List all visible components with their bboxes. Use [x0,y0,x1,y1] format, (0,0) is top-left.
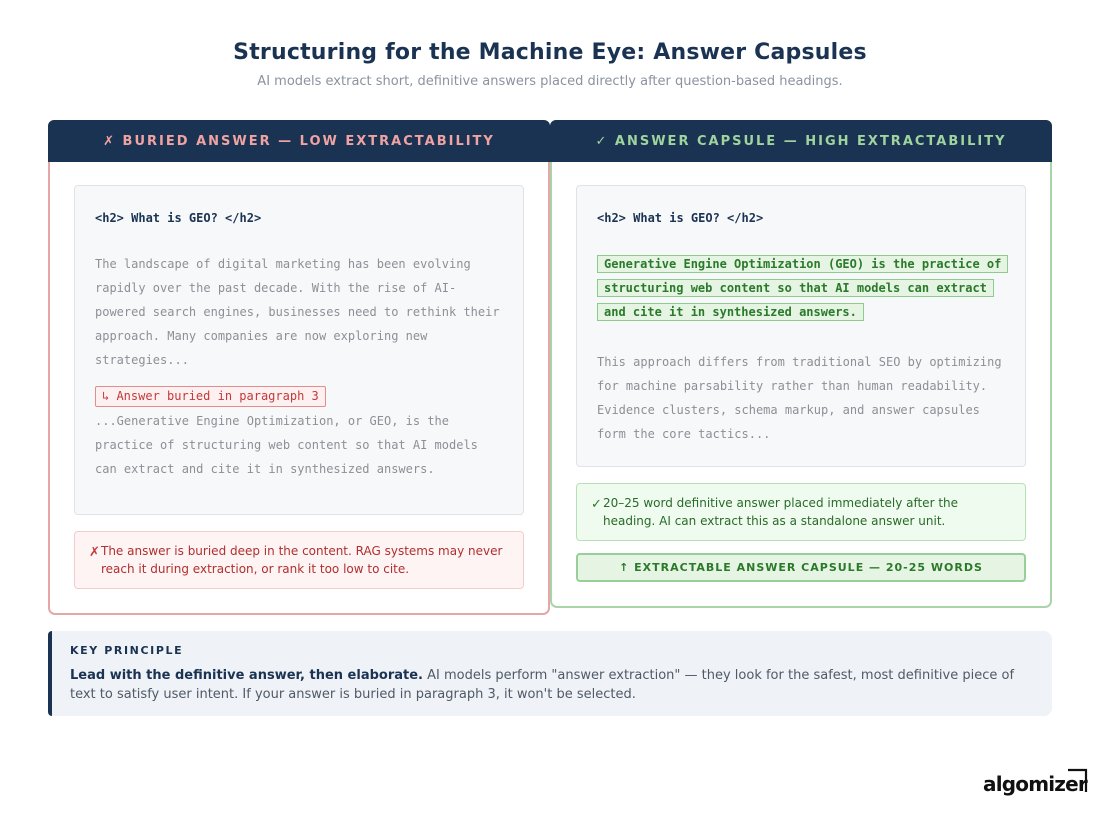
buried-answer-panel [48,120,550,615]
cross-icon: ✗ [89,545,100,560]
algomizer-logo-text: algomizer [983,772,1087,796]
buried-warning-note [74,531,524,589]
buried-code-sample [74,185,524,515]
key-principle-box [48,631,1052,716]
answer-capsule-header: ✓ ANSWER CAPSULE — HIGH EXTRACTABILITY [550,120,1052,162]
capsule-success-text: 20–25 word definitive answer placed immediately after the heading. AI can extract this as a standalone answer unit. [603,496,959,528]
capsule-code-heading: <h2> What is GEO? </h2> [597,211,764,225]
buried-code-heading: <h2> What is GEO? </h2> [95,211,262,225]
key-principle-lead: Lead with the definitive answer, then elaborate. [70,668,423,683]
buried-warning-text: The answer is buried deep in the content. RAG systems may never reach it during extraction, or rank it too low to cite. [101,544,503,576]
page-title: Structuring for the Machine Eye: Answer Capsules [233,40,867,65]
buried-intro-paragraph: The landscape of digital marketing has been evolving rapidly over the past decade. With the rise of AI-powered search engines, businesses need to rethink their approach. Many companies are now exploring new strategies... [95,257,500,367]
answer-capsule-panel [550,120,1052,608]
capsule-follow-paragraph: This approach differs from traditional SEO by optimizing for machine parsability rather than human readability. Evidence clusters, schema markup, and answer capsules form the core tactics... [597,355,1002,441]
capsule-success-note [576,483,1026,541]
key-principle-text [70,666,1034,704]
buried-answer-paragraph: ...Generative Engine Optimization, or GEO, is the practice of structuring web content so that AI models can extract and cite it in synthesized answers. [95,414,478,476]
extractable-capsule-label: ↑ EXTRACTABLE ANSWER CAPSULE — 20-25 WORDS [576,553,1026,582]
capsule-highlight-block [597,252,1005,324]
answer-capsule-text: Generative Engine Optimization (GEO) is the practice of structuring web content so that AI models can extract and cite it in synthesized answers. [597,255,1008,321]
page-subtitle: AI models extract short, definitive answers placed directly after question-based headings. [257,74,843,89]
key-principle-body: AI models perform "answer extraction" — they look for the safest, most definitive piece of text to satisfy user intent. If your answer is buried in paragraph 3, it won't be selected. [70,668,1015,702]
buried-answer-header: ✗ BURIED ANSWER — LOW EXTRACTABILITY [48,120,550,162]
check-icon: ✓ [591,497,602,512]
capsule-code-sample [576,185,1026,467]
key-principle-label: KEY PRINCIPLE [70,644,184,657]
algomizer-logo [982,764,1092,798]
buried-answer-tag: ↳ Answer buried in paragraph 3 [95,386,326,407]
